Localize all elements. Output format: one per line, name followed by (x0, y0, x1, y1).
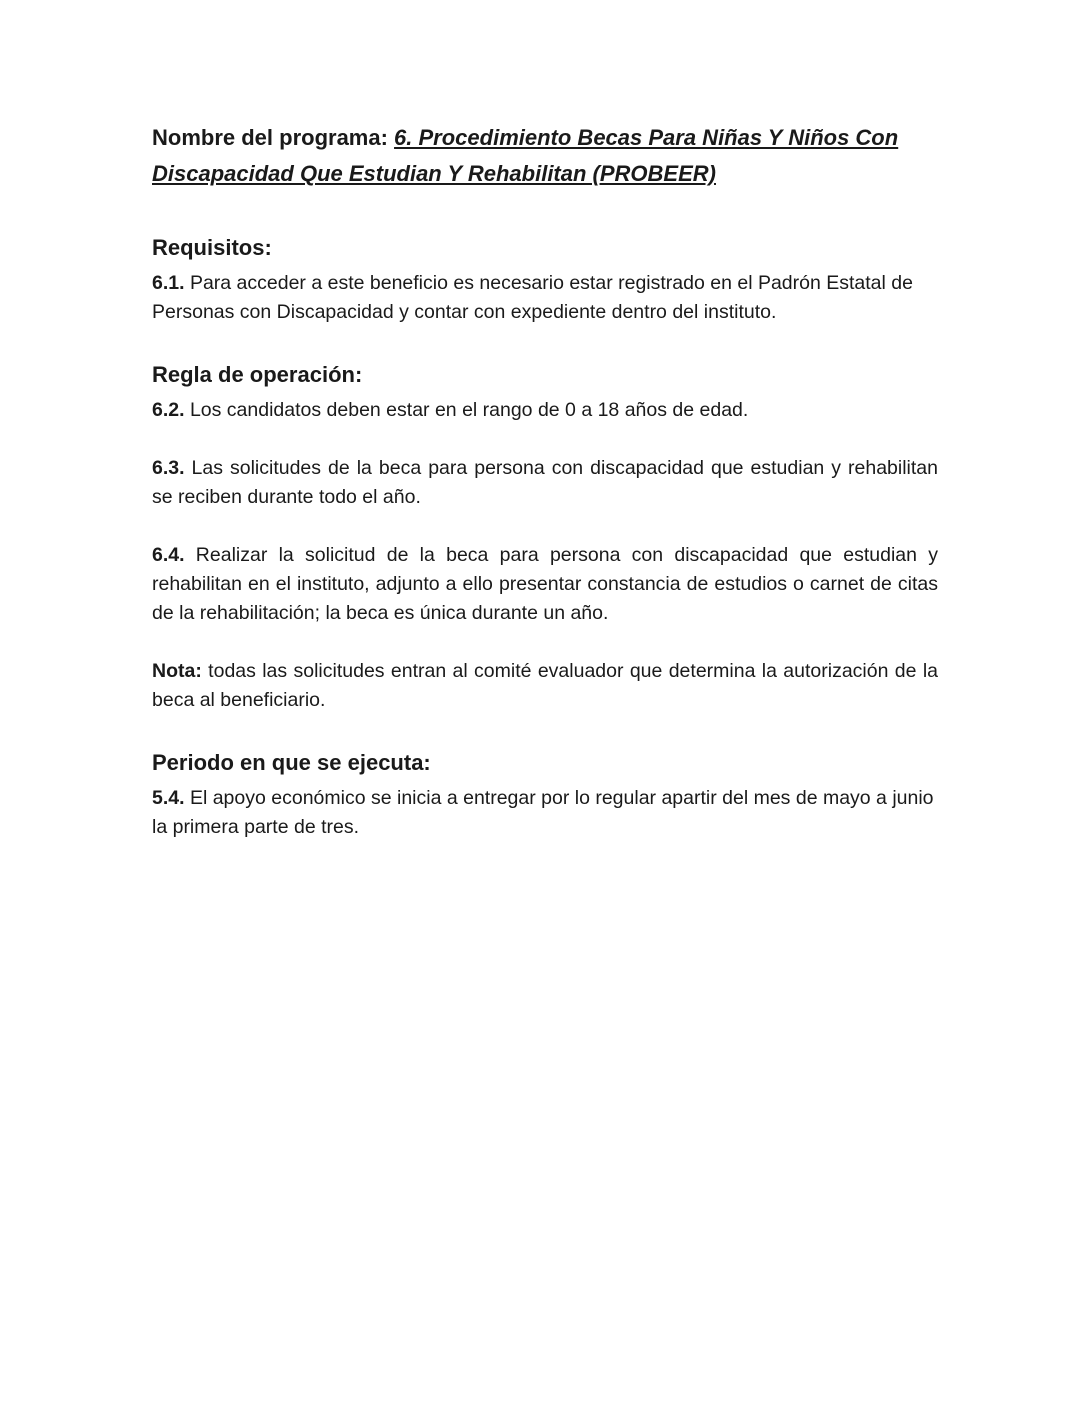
paragraph-6-4 (152, 541, 938, 628)
paragraph-nota-text: todas las solicitudes entran al comité evaluador que determina la autorización de la beca al beneficiario. (152, 660, 938, 711)
section-heading-regla-de-operacion: Regla de operación: (152, 362, 363, 387)
section-heading-periodo: Periodo en que se ejecuta: (152, 750, 431, 775)
paragraph-6-4-text: Realizar la solicitud de la beca para persona con discapacidad que estudian y rehabilitan en el instituto, adjunto a ello presentar constancia de estudios o carnet de citas de la rehabilitación; la beca es única durante un año. (152, 544, 938, 624)
paragraph-5-4 (152, 784, 938, 842)
paragraph-6-1 (152, 269, 938, 327)
paragraph-5-4-text: El apoyo económico se inicia a entregar por lo regular apartir del mes de mayo a junio la primera parte de tres. (152, 787, 934, 838)
paragraph-nota-label: Nota: (152, 660, 202, 682)
paragraph-5-4-number: 5.4. (152, 787, 185, 809)
program-name-label: Nombre del programa: (152, 125, 395, 150)
paragraph-6-3-number: 6.3. (152, 457, 185, 479)
paragraph-6-4-number: 6.4. (152, 544, 185, 566)
program-name-value: 6. Procedimiento Becas Para Niñas Y Niños Con Discapacidad Que Estudian Y Rehabilitan (PROBEER) (152, 125, 899, 186)
document-title (152, 120, 938, 192)
paragraph-6-2 (152, 396, 938, 425)
paragraph-6-1-text: Para acceder a este beneficio es necesario estar registrado en el Padrón Estatal de Personas con Discapacidad y contar con expediente dentro del instituto. (152, 272, 913, 323)
paragraph-6-2-text: Los candidatos deben estar en el rango de 0 a 18 años de edad. (184, 399, 749, 421)
paragraph-nota (152, 657, 938, 715)
paragraph-6-1-number: 6.1. (152, 272, 185, 294)
section-heading-requisitos: Requisitos: (152, 235, 272, 260)
paragraph-6-3 (152, 454, 938, 512)
paragraph-6-2-number: 6.2. (152, 399, 185, 421)
paragraph-6-3-text: Las solicitudes de la beca para persona con discapacidad que estudian y rehabilitan se reciben durante todo el año. (152, 457, 938, 508)
